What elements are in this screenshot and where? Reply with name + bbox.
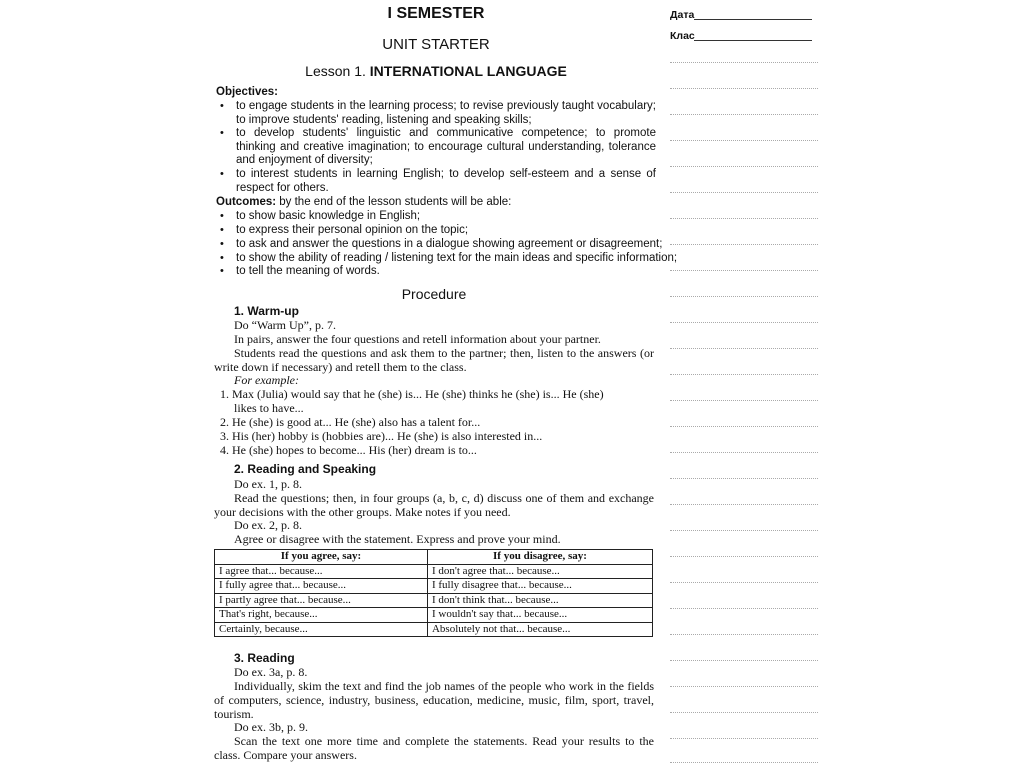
bullet-icon: •: [220, 168, 224, 180]
note-rule: [670, 114, 818, 115]
worksheet-page: [206, 0, 818, 768]
note-rule: [670, 504, 818, 505]
warmup-p2: Students read the questions and ask them to the partner; then, listen to the answers (or write down if necessary) and retell them to the class.: [214, 346, 654, 374]
table-cell: I partly agree that... because...: [215, 593, 428, 608]
example-line: likes to have...: [234, 401, 304, 415]
note-rule: [670, 712, 818, 713]
note-rule: [670, 426, 818, 427]
table-row: [215, 579, 653, 594]
reading-speaking-do1: Do ex. 1, p. 8.: [234, 477, 302, 491]
table-cell: I fully agree that... because...: [215, 579, 428, 594]
note-rule: [670, 686, 818, 687]
objective-item: to engage students in the learning process; to revise previously taught vocabulary; to improve students' reading, listening and speaking skills;: [236, 100, 656, 126]
outcomes-label: Outcomes:: [216, 196, 277, 208]
bullet-icon: •: [220, 224, 224, 236]
note-rule: [670, 400, 818, 401]
date-label: Дата: [670, 9, 695, 21]
warmup-do: Do “Warm Up”, p. 7.: [234, 318, 337, 332]
note-rule: [670, 608, 818, 609]
bullet-icon: •: [220, 252, 224, 264]
date-field-line: [694, 19, 812, 20]
example-line: 2. He (she) is good at... He (she) also has a talent for...: [220, 415, 481, 429]
outcome-item: to ask and answer the questions in a dialogue showing agreement or disagreement;: [236, 238, 663, 250]
note-rule: [670, 62, 818, 63]
procedure-title: Procedure: [401, 286, 467, 302]
note-rule: [670, 296, 818, 297]
table-header-disagree: If you disagree, say:: [427, 550, 652, 565]
table-row: [215, 593, 653, 608]
note-rule: [670, 530, 818, 531]
note-rule: [670, 374, 818, 375]
note-rule: [670, 660, 818, 661]
note-rule: [670, 88, 818, 89]
note-rule: [670, 140, 818, 141]
note-rule: [670, 166, 818, 167]
table-cell: I wouldn't say that... because...: [427, 608, 652, 623]
example-label: For example:: [234, 373, 299, 387]
table-header-agree: If you agree, say:: [215, 550, 428, 565]
agree-disagree-table: [214, 549, 653, 637]
reading-heading: 3. Reading: [234, 651, 295, 665]
note-rule: [670, 556, 818, 557]
lesson-name: INTERNATIONAL LANGUAGE: [369, 63, 567, 79]
objective-item: to interest students in learning English; to develop self-esteem and a sense of respect for others.: [236, 168, 656, 194]
table-row: [215, 564, 653, 579]
outcomes-line: [216, 196, 511, 210]
bullet-icon: •: [220, 238, 224, 250]
reading-do2: Do ex. 3b, p. 9.: [234, 720, 308, 734]
table-cell: I fully disagree that... because...: [427, 579, 652, 594]
outcome-item: to express their personal opinion on the topic;: [236, 224, 469, 236]
warmup-p1: In pairs, answer the four questions and retell information about your partner.: [234, 332, 601, 346]
class-field-line: [694, 40, 812, 41]
lesson-prefix: Lesson 1.: [305, 63, 370, 79]
outcome-item: to tell the meaning of words.: [236, 265, 380, 277]
semester-title: I SEMESTER: [387, 5, 485, 22]
outcome-item: to show the ability of reading / listening text for the main ideas and specific information;: [236, 252, 678, 264]
note-rule: [670, 192, 818, 193]
note-rule: [670, 244, 818, 245]
example-line: 4. He (she) hopes to become... His (her) dream is to...: [220, 443, 477, 457]
note-rule: [670, 634, 818, 635]
table-cell: That's right, because...: [215, 608, 428, 623]
table-cell: Absolutely not that... because...: [427, 622, 652, 637]
table-cell: Certainly, because...: [215, 622, 428, 637]
bullet-icon: •: [220, 100, 224, 112]
note-rule: [670, 582, 818, 583]
example-line: 3. His (her) hobby is (hobbies are)... He (she) is also interested in...: [220, 429, 543, 443]
outcome-item: to show basic knowledge in English;: [236, 210, 421, 222]
note-rule: [670, 218, 818, 219]
objectives-label: Objectives:: [216, 86, 278, 98]
bullet-icon: •: [220, 127, 224, 139]
table-row: [215, 608, 653, 623]
note-rule: [670, 348, 818, 349]
note-rule: [670, 738, 818, 739]
note-rule: [670, 762, 818, 763]
table-header-row: [215, 550, 653, 565]
bullet-icon: •: [220, 210, 224, 222]
reading-speaking-p1: Read the questions; then, in four groups (a, b, c, d) discuss one of them and exchange your decisions with the other groups. Make notes if you need.: [214, 491, 654, 519]
outcomes-intro: by the end of the lesson students will be able:: [276, 196, 512, 208]
note-rule: [670, 452, 818, 453]
note-rule: [670, 478, 818, 479]
reading-speaking-heading: 2. Reading and Speaking: [234, 462, 377, 476]
table-cell: I don't agree that... because...: [427, 564, 652, 579]
note-rule: [670, 270, 818, 271]
objective-item: to develop students' linguistic and communicative competence; to promote thinking and creative imagination; to encourage cultural understanding, tolerance and enjoyment of diversity;: [236, 127, 656, 167]
warmup-heading: 1. Warm-up: [234, 304, 299, 318]
table-cell: I don't think that... because...: [427, 593, 652, 608]
reading-speaking-do2: Do ex. 2, p. 8.: [234, 518, 302, 532]
reading-p2: Scan the text one more time and complete the statements. Read your results to the class. Compare your answers.: [214, 734, 654, 762]
bullet-icon: •: [220, 265, 224, 277]
lesson-title: [206, 63, 666, 79]
reading-speaking-p2: Agree or disagree with the statement. Express and prove your mind.: [234, 532, 561, 546]
class-label: Клас: [670, 30, 695, 42]
example-line: 1. Max (Julia) would say that he (she) is... He (she) thinks he (she) is... He (she): [220, 387, 604, 401]
reading-p1: Individually, skim the text and find the job names of the people who work in the fields of computers, science, industry, business, education, medicine, music, film, sport, travel, tourism.: [214, 679, 654, 721]
reading-do1: Do ex. 3a, p. 8.: [234, 665, 308, 679]
table-row: [215, 622, 653, 637]
unit-title: UNIT STARTER: [382, 36, 490, 53]
table-cell: I agree that... because...: [215, 564, 428, 579]
note-rule: [670, 322, 818, 323]
